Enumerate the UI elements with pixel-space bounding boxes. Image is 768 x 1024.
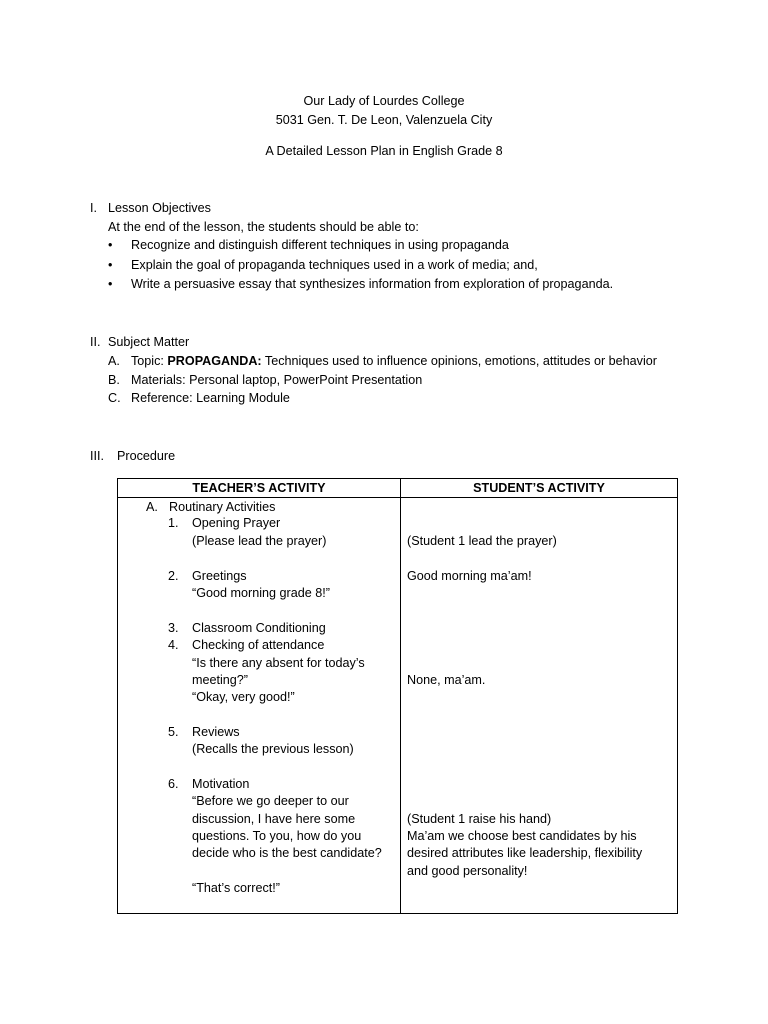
bullet-icon: • — [108, 258, 113, 272]
teacher-activity-cell — [118, 498, 401, 914]
step-line: Reviews — [192, 725, 240, 739]
student-response: desired attributes like leadership, flexibility — [407, 846, 643, 860]
step-line: Classroom Conditioning — [192, 621, 326, 635]
objectives-heading: Lesson Objectives — [108, 201, 211, 215]
activity-table — [117, 478, 678, 914]
procedure-numeral: III. — [90, 449, 104, 463]
objective-item: Recognize and distinguish different techniques in using propaganda — [131, 238, 509, 252]
step-line: “Before we go deeper to our — [192, 794, 349, 808]
step-line: meeting?” — [192, 673, 249, 687]
objectives-intro: At the end of the lesson, the students should be able to: — [108, 220, 419, 234]
step-number: 2. — [168, 569, 179, 583]
objective-item: Write a persuasive essay that synthesizes information from exploration of propaganda. — [131, 277, 614, 291]
step-number: 5. — [168, 725, 179, 739]
school-name: Our Lady of Lourdes College — [303, 94, 465, 108]
subject-materials: Materials: Personal laptop, PowerPoint Presentation — [131, 373, 423, 387]
bullet-icon: • — [108, 238, 113, 252]
student-response: Good morning ma’am! — [407, 569, 532, 583]
bullet-icon: • — [108, 277, 113, 291]
step-number: 3. — [168, 621, 179, 635]
subject-letter: C. — [108, 391, 121, 405]
student-response: None, ma’am. — [407, 673, 486, 687]
step-line: questions. To you, how do you — [192, 829, 362, 843]
subject-topic — [131, 354, 657, 368]
section-letter: A. — [146, 500, 158, 514]
step-line: (Please lead the prayer) — [192, 534, 327, 548]
objectives-numeral: I. — [90, 201, 97, 215]
step-line: (Recalls the previous lesson) — [192, 742, 354, 756]
table-header-row — [118, 479, 678, 498]
step-line: “Good morning grade 8!” — [192, 586, 330, 600]
topic-description: Techniques used to influence opinions, emotions, attitudes or behavior — [261, 354, 657, 368]
step-line: “Is there any absent for today’s — [192, 656, 365, 670]
step-number: 6. — [168, 777, 179, 791]
step-line: decide who is the best candidate? — [192, 846, 382, 860]
student-response: (Student 1 lead the prayer) — [407, 534, 557, 548]
topic-prefix: Topic: — [131, 354, 168, 368]
step-line: Greetings — [192, 569, 247, 583]
subject-letter: B. — [108, 373, 120, 387]
document-title: A Detailed Lesson Plan in English Grade 8 — [265, 144, 503, 158]
step-line: Opening Prayer — [192, 516, 281, 530]
step-line: Checking of attendance — [192, 638, 325, 652]
step-number: 4. — [168, 638, 179, 652]
section-title: Routinary Activities — [169, 500, 276, 514]
teacher-activity-header: TEACHER’S ACTIVITY — [118, 479, 401, 498]
student-activity-cell — [401, 498, 678, 914]
step-line: “Okay, very good!” — [192, 690, 295, 704]
school-address: 5031 Gen. T. De Leon, Valenzuela City — [275, 113, 493, 127]
student-response: and good personality! — [407, 864, 528, 878]
step-number: 1. — [168, 516, 179, 530]
subject-letter: A. — [108, 354, 120, 368]
student-response: (Student 1 raise his hand) — [407, 812, 552, 826]
topic-keyword: PROPAGANDA: — [167, 354, 262, 368]
subject-numeral: II. — [90, 335, 101, 349]
step-line: discussion, I have here some — [192, 812, 356, 826]
step-line: Motivation — [192, 777, 250, 791]
table-row — [118, 498, 678, 914]
procedure-heading: Procedure — [117, 449, 176, 463]
subject-heading: Subject Matter — [108, 335, 190, 349]
student-activity-header: STUDENT’S ACTIVITY — [401, 479, 678, 498]
student-response: Ma’am we choose best candidates by his — [407, 829, 637, 843]
step-line: “That’s correct!” — [192, 881, 280, 895]
objective-item: Explain the goal of propaganda techniques used in a work of media; and, — [131, 258, 538, 272]
subject-reference: Reference: Learning Module — [131, 391, 290, 405]
